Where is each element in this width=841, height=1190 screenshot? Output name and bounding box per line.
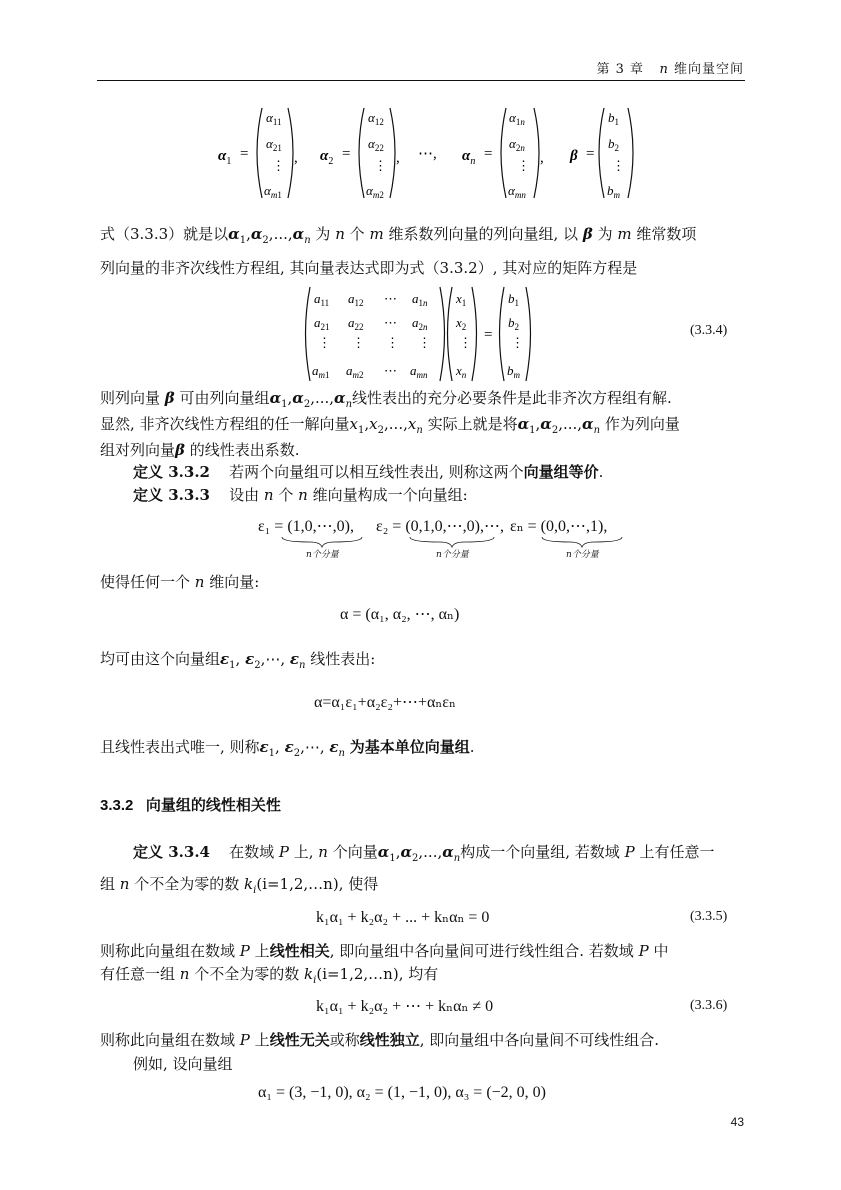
- svg-text:a22: $a_{22}$: [348, 315, 364, 332]
- svg-text:am2: $a_m2$: [346, 363, 364, 380]
- svg-text:⋮: ⋮: [374, 158, 387, 173]
- svg-text:α22: $\alpha_{22}$: [368, 136, 384, 153]
- svg-text:a2n: $a_2n$: [412, 315, 428, 332]
- svg-text:⋮: ⋮: [517, 158, 530, 173]
- svg-text:x2: $x_2$: [456, 315, 467, 332]
- svg-text:α12: $\alpha_{12}$: [368, 110, 384, 127]
- svg-text:β: β: [570, 148, 578, 164]
- svg-text:⋮: ⋮: [418, 335, 431, 350]
- svg-text:⋯: ⋯: [384, 291, 397, 306]
- svg-text:am1: $a_m1$: [312, 363, 330, 380]
- eq-number-334: (3.3.4): [690, 323, 728, 338]
- para1-line2: 列向量的非齐次线性方程组, 其向量表达式即为式（3.3.2）, 其对应的矩阵方程是: [100, 259, 638, 277]
- svg-text:=: =: [586, 146, 595, 162]
- para6-line1: 则称此向量组在数域 P 上线性相关, 即向量组中各向量间可进行线性组合. 若数域 P 中: [100, 942, 669, 960]
- definition-332: 定义 3.3.2 若两个向量组可以相互线性表出, 则称这两个向量组等价.: [133, 463, 604, 481]
- svg-text:⋯: ⋯: [384, 315, 397, 330]
- svg-text:α11: $\alpha_{11}$: [266, 110, 282, 127]
- svg-text:α2n: $\alpha_2n$: [509, 136, 525, 153]
- svg-text:⋮: ⋮: [386, 335, 399, 350]
- svg-text:xn: $x_n$: [456, 363, 467, 380]
- svg-text:=: =: [240, 146, 249, 162]
- svg-text:⋮: ⋮: [459, 335, 472, 350]
- definition-333: 定义 3.3.3 设由 n 个 n 维向量构成一个向量组:: [133, 486, 468, 504]
- vector-definitions: [200, 100, 650, 205]
- definition-334-line2: 组 n 个不全为零的数 $k_i(i=1,2,\dots n)$, 使得: [100, 875, 379, 896]
- svg-text:⋮: ⋮: [612, 158, 625, 173]
- svg-text:amn: $a_{mn}$: [410, 363, 428, 380]
- matrix-equation: [300, 285, 550, 385]
- svg-text:⋮: ⋮: [352, 335, 365, 350]
- svg-text:bm: $b_m$: [607, 183, 620, 200]
- unit-vector-e1: ε₁ = (1,0,⋯,0),: [258, 518, 354, 535]
- unit-vector-en: εₙ = (0,0,⋯,1),: [510, 518, 608, 535]
- svg-text:α1n: $\alpha_1n$: [509, 110, 525, 127]
- svg-text:b2: $b_2$: [508, 315, 519, 332]
- svg-text:a21: $a_{21}$: [314, 315, 330, 332]
- unit-vector-e2: ε₂ = (0,1,0,⋯,0),⋯,: [376, 518, 504, 535]
- section-title: 向量组的线性相关性: [145, 797, 281, 814]
- right-paren: [288, 108, 293, 198]
- svg-text:a12: $a_{12}$: [348, 291, 364, 308]
- svg-text:a11: $a_{11}$: [314, 291, 330, 308]
- equation-336: k₁α₁ + k₂α₂ + ⋯ + kₙαₙ ≠ 0: [316, 998, 494, 1015]
- alpha-definition: α = (α₁, α₂, ⋯, αₙ): [340, 606, 460, 623]
- eq-number-336: (3.3.6): [690, 998, 728, 1013]
- para2-line3: 组对列向量β 的线性表出系数.: [100, 441, 300, 459]
- chapter-label: 第 3 章: [596, 62, 645, 77]
- para5: 且线性表出式唯一, 则称$\varepsilon_1$, $\varepsilon_2,\cdots$, $\varepsilon_n$ 为基本单位向量组.: [100, 738, 475, 759]
- svg-text:α21: $\alpha_{21}$: [266, 136, 282, 153]
- left-paren: [257, 108, 262, 198]
- svg-text:b1: $b_1$: [508, 291, 519, 308]
- running-header: [597, 58, 744, 77]
- para2-line2: 显然, 非齐次线性方程组的任一解向量$x_1,x_2,...,x_n$ 实际上就是将$\alpha_1,\alpha_2,...,\alpha_n$ 作为列向量: [100, 415, 680, 436]
- svg-text:=: =: [484, 327, 493, 343]
- para1-line1: 式（3.3.3）就是以$\alpha_1,\alpha_2,...,\alpha_n$ 为 n 个 m 维系数列向量的列向量组, 以 β 为 m 维常数项: [100, 225, 697, 246]
- svg-text:⋮: ⋮: [511, 335, 524, 350]
- section-number: 3.3.2: [100, 797, 134, 814]
- header-title: 维向量空间: [673, 62, 744, 77]
- svg-text:b1: $b_1$: [608, 110, 619, 127]
- svg-text:b2: $b_2$: [608, 136, 619, 153]
- brace-label-1: n个分量: [306, 550, 339, 560]
- svg-text:α2: $\alpha_2$: [320, 148, 334, 167]
- para6-line2: 有任意一组 n 个不全为零的数 $k_i(i=1,2,\dots n)$, 均有: [100, 965, 439, 986]
- eq-number-335: (3.3.5): [690, 909, 728, 924]
- svg-text:αn: $\alpha_n$: [462, 148, 476, 167]
- svg-text:αm1: $\alpha_m1$: [264, 183, 282, 200]
- svg-text:αmn: $\alpha_{mn}$: [508, 183, 526, 200]
- equation-335: k₁α₁ + k₂α₂ + ... + kₙαₙ = 0: [316, 909, 490, 926]
- svg-text:=: =: [484, 146, 493, 162]
- alpha1-symbol: $\alpha_1$: [218, 148, 232, 167]
- page-number: 43: [730, 1115, 744, 1129]
- example-intro: 例如, 设向量组: [133, 1055, 233, 1073]
- svg-text:=: =: [342, 146, 351, 162]
- svg-text:⋮: ⋮: [272, 158, 285, 173]
- example-vectors: α₁ = (3, −1, 0), α₂ = (1, −1, 0), α₃ = (−2, 0, 0): [258, 1084, 546, 1101]
- header-rule: [97, 80, 745, 81]
- para3: 使得任何一个 n 维向量:: [100, 573, 260, 591]
- svg-text:,: ,: [396, 150, 400, 166]
- svg-text:x1: $x_1$: [456, 291, 467, 308]
- svg-text:⋯,: ⋯,: [418, 146, 437, 162]
- para4: 均可由这个向量组$\varepsilon_1$, $\varepsilon_2,\cdots$, $\varepsilon_n$ 线性表出:: [100, 650, 376, 671]
- para2-line1: 则列向量 β 可由列向量组$\alpha_1,\alpha_2,...,\alpha_n$线性表出的充分必要条件是此非齐次方程组有解.: [100, 389, 672, 410]
- para7: 则称此向量组在数域 P 上线性无关或称线性独立, 即向量组中各向量间不可线性组合.: [100, 1031, 660, 1049]
- svg-text:,: ,: [540, 150, 544, 166]
- svg-text:αm2: $\alpha_m2$: [366, 183, 384, 200]
- svg-text:⋯: ⋯: [384, 363, 397, 378]
- section-heading: [100, 794, 281, 815]
- svg-text:⋮: ⋮: [318, 335, 331, 350]
- header-n: n: [659, 62, 669, 77]
- svg-text:,: ,: [294, 150, 298, 166]
- brace-label-3: n个分量: [566, 550, 599, 560]
- alpha-combination: α=α₁ε₁+α₂ε₂+⋯+αₙεₙ: [314, 694, 456, 711]
- svg-text:a1n: $a_1n$: [412, 291, 428, 308]
- svg-text:bm: $b_m$: [507, 363, 520, 380]
- brace-label-2: n个分量: [436, 550, 469, 560]
- definition-334-line1: 定义 3.3.4 在数域 P 上, n 个向量$\alpha_1,\alpha_2,...,\alpha_n$构成一个向量组, 若数域 P 上有任意一: [133, 843, 715, 864]
